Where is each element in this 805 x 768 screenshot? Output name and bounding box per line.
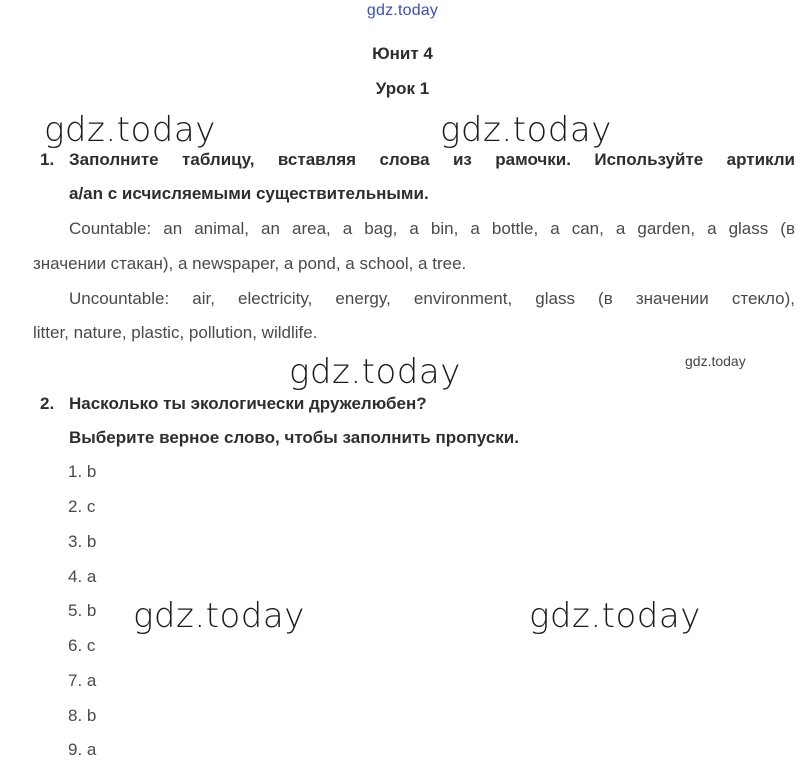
task-2-instruction: Выберите верное слово, чтобы заполнить пропуски. (69, 428, 519, 447)
uncountable-text: Uncountable: air, electricity, energy, environment, glass (в значении стекло), (69, 289, 795, 308)
answer-item: 7. a (68, 671, 97, 690)
watermark: gdz.today (44, 110, 216, 150)
watermark: gdz.today (529, 596, 701, 636)
lesson-heading: Урок 1 (375, 79, 430, 98)
task-1-instruction: Заполните таблицу, вставляя слова из рамочки. Используйте артикли (69, 150, 795, 169)
task-2-number: 2. (40, 394, 55, 413)
task-1-instruction-cont: a/an с исчисляемыми существительными. (69, 184, 429, 203)
watermark-small: gdz.today (685, 353, 746, 369)
countable-text-cont: значении стакан), a newspaper, a pond, a school, a tree. (33, 254, 467, 273)
uncountable-text-cont: litter, nature, plastic, pollution, wildlife. (33, 323, 318, 342)
answer-item: 6. c (68, 636, 96, 655)
watermark: gdz.today (289, 352, 461, 392)
answer-item: 2. c (68, 497, 96, 516)
watermark-top: gdz.today (366, 2, 439, 19)
answer-item: 1. b (68, 462, 97, 481)
unit-heading: Юнит 4 (372, 44, 433, 63)
answer-item: 8. b (68, 706, 97, 725)
task-1-number: 1. (40, 150, 55, 169)
answer-item: 5. b (68, 601, 97, 620)
answer-item: 4. a (68, 567, 97, 586)
countable-text: Countable: an animal, an area, a bag, a bin, a bottle, a can, a garden, a glass (в (69, 219, 795, 238)
answer-item: 9. a (68, 740, 97, 759)
answer-item: 3. b (68, 532, 97, 551)
watermark: gdz.today (133, 596, 305, 636)
task-2-title: Насколько ты экологически дружелюбен? (69, 394, 427, 413)
watermark: gdz.today (440, 110, 612, 150)
